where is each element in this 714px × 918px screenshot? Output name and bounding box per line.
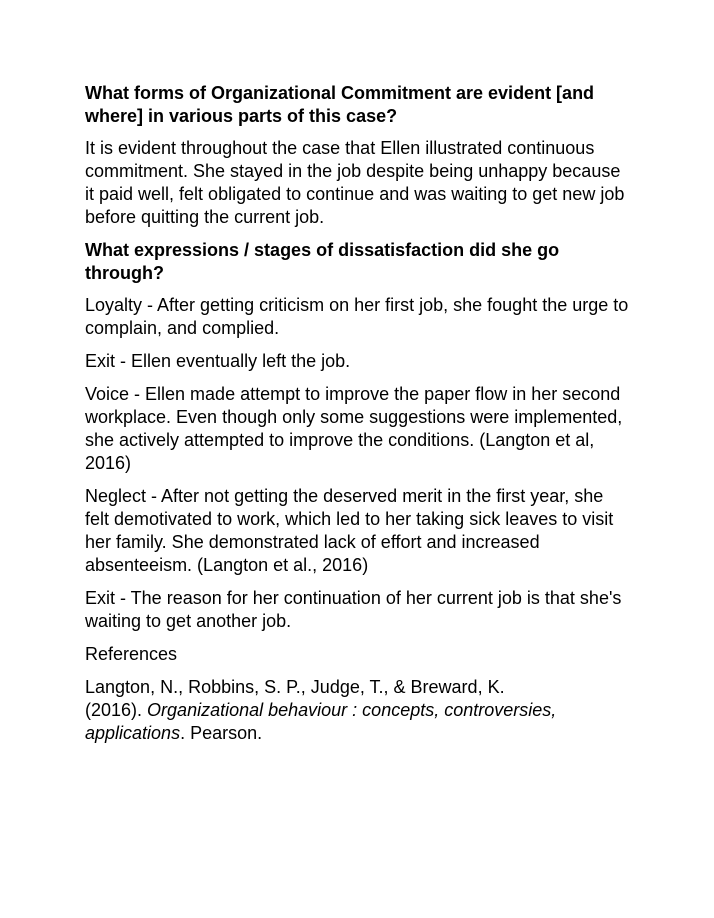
- question-1-heading: What forms of Organizational Commitment are evident [and where] in various parts of this case?: [85, 83, 595, 126]
- reference-title: Organizational behaviour : concepts, controversies, applications: [85, 700, 557, 743]
- neglect-paragraph: Neglect - After not getting the deserved merit in the first year, she felt demotivated to work, which led to her taking sick leaves to visit her family. She demonstrated lack of effort and increased absenteeism. (Langton et al., 2016): [85, 486, 614, 575]
- exit-paragraph-1: Exit - Ellen eventually left the job.: [85, 351, 351, 371]
- references-label: References: [85, 644, 178, 664]
- reference-entry: [85, 676, 630, 745]
- voice-paragraph: Voice - Ellen made attempt to improve the paper flow in her second workplace. Even though only some suggestions were implemented, she actively attempted to improve the conditions. (Langton et al, 2016): [85, 384, 623, 473]
- exit-paragraph-2: Exit - The reason for her continuation of her current job is that she's waiting to get another job.: [85, 588, 622, 631]
- reference-year: (2016).: [85, 700, 148, 720]
- document-body: [85, 82, 630, 755]
- loyalty-paragraph: Loyalty - After getting criticism on her first job, she fought the urge to complain, and complied.: [85, 295, 629, 338]
- reference-authors: Langton, N., Robbins, S. P., Judge, T., & Breward, K.: [85, 677, 505, 697]
- reference-publisher: . Pearson.: [180, 723, 263, 743]
- question-2-heading: What expressions / stages of dissatisfaction did she go through?: [85, 240, 560, 283]
- question-1-answer: It is evident throughout the case that Ellen illustrated continuous commitment. She stayed in the job despite being unhappy because it paid well, felt obligated to continue and was waiting to get new job before quitting the current job.: [85, 138, 625, 227]
